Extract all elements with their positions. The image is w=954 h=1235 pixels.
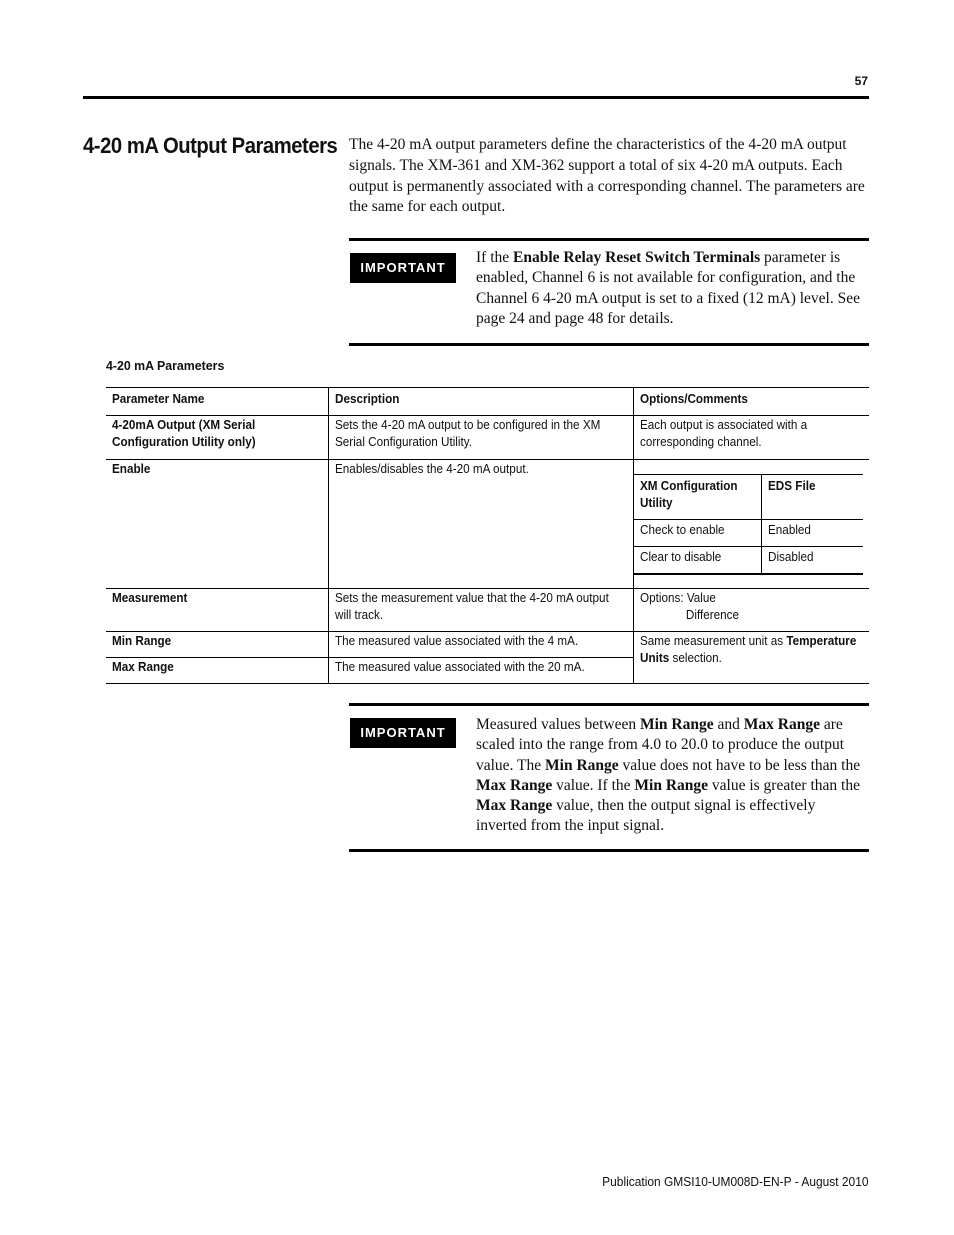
page-number: 57: [854, 74, 868, 88]
table-row: [106, 589, 869, 632]
param-name: 4-20mA Output (XM Serial Configuration Utility only): [106, 416, 329, 460]
sub-cell: Clear to disable: [634, 547, 762, 575]
param-description: The measured value associated with the 20 mA.: [329, 658, 634, 684]
sub-header-eds-file: EDS File: [761, 475, 863, 520]
param-comments: Same measurement unit as Temperature Units selection.: [633, 632, 869, 684]
sub-cell: Disabled: [761, 547, 863, 575]
header-options-comments: Options/Comments: [633, 388, 869, 416]
important-text: If the Enable Relay Reset Switch Terminals parameter is enabled, Channel 6 is not available for configuration, and the Channel 6 4-20 mA output is set to a fixed (12 mA) level. See page 24 and page 48 for details.: [476, 249, 860, 327]
param-name: Min Range: [106, 632, 329, 658]
param-comments: [633, 460, 869, 589]
param-comments: [633, 589, 869, 632]
important-label: IMPORTANT: [350, 718, 456, 748]
section-title: 4-20 mA Output Parameters: [83, 133, 338, 158]
sub-header-xm-utility: XM Configuration Utility: [634, 475, 762, 520]
param-description: Sets the measurement value that the 4-20 mA output will track.: [329, 589, 634, 632]
param-name: Enable: [106, 460, 329, 589]
table-row: [106, 416, 869, 460]
important-text: Measured values between Min Range and Max Range are scaled into the range from 4.0 to 20.0 to produce the output value. The Min Range value does not have to be less than the Max Range value. If the Min Range value is greater than the Max Range value, then the output signal is effectively inverted from the input signal.: [476, 716, 861, 835]
param-description: Sets the 4-20 mA output to be configured in the XM Serial Configuration Utility.: [329, 416, 634, 460]
param-description: The measured value associated with the 4 mA.: [329, 632, 634, 658]
options-line: Options: Value: [639, 590, 716, 605]
intro-paragraph: The 4-20 mA output parameters define the characteristics of the 4-20 mA output signals. The XM-361 and XM-362 support a total of six 4-20 mA outputs. Each output is permanently associated with a corresponding channel. The parameters are the same for each output.: [349, 136, 865, 216]
param-name: Max Range: [106, 658, 329, 684]
param-description: Enables/disables the 4-20 mA output.: [329, 460, 634, 589]
options-line: Difference: [685, 607, 739, 622]
table-caption: 4-20 mA Parameters: [106, 358, 225, 373]
sub-cell: Check to enable: [634, 520, 762, 547]
header-parameter-name: Parameter Name: [106, 388, 329, 416]
table-row: [106, 460, 869, 589]
publication-footer: Publication GMSI10-UM008D-EN-P - August 2010: [602, 1174, 869, 1189]
sub-cell: Enabled: [761, 520, 863, 547]
table-header-row: [106, 388, 869, 416]
table-row: [106, 632, 869, 658]
param-comments: Each output is associated with a corresponding channel.: [633, 416, 869, 460]
header-rule: [83, 96, 869, 99]
important-label: IMPORTANT: [350, 253, 456, 283]
enable-options-table: [634, 474, 863, 575]
parameters-table: [106, 387, 869, 684]
header-description: Description: [329, 388, 634, 416]
important-note-range-scaling: [349, 703, 869, 852]
important-note-relay-reset: [349, 238, 869, 346]
param-name: Measurement: [106, 589, 329, 632]
